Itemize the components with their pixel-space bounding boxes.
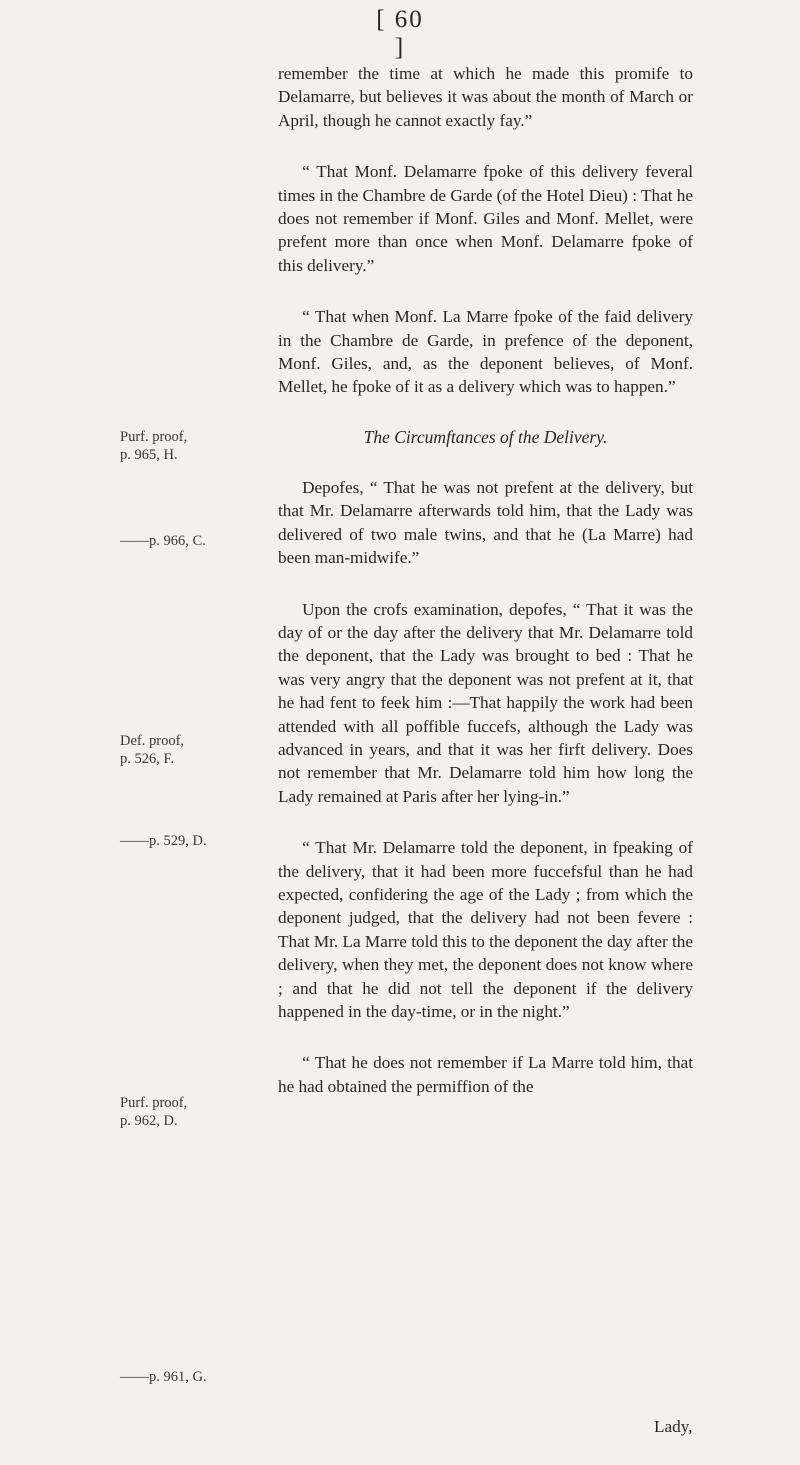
margin-note-line: Purf. proof, (120, 1095, 188, 1111)
page-number: [ 60 ] (376, 6, 424, 61)
body-text (278, 62, 693, 1126)
margin-note-line: ——p. 966, C. (120, 533, 206, 549)
paragraph: “ That when Monf. La Marre fpoke of the faid delivery in the Chambre de Garde, in prefence of the deponent, Monf. Giles, and, as the deponent believes, of Monf. Mellet, he fpoke of it as a delivery which was to happen.” (278, 307, 693, 397)
catchword: Lady, (654, 1417, 693, 1436)
paragraph: “ That Mr. Delamarre told the deponent, in fpeaking of the delivery, that it had been more fuccefsful than he had expected, confidering the age of the Lady ; from which the deponent judged, that the delivery had not been fevere : That Mr. La Marre told this to the deponent the day after the delivery, when they met, the deponent does not know where ; and that he did not tell the deponent if the delivery happened in the day-time, or in the night.” (278, 838, 693, 1021)
margin-note-2 (120, 532, 270, 550)
margin-note-line: Purf. proof, (120, 429, 188, 445)
paragraph: Depofes, “ That he was not prefent at the delivery, but that Mr. Delamarre afterwards told him, that the Lady was delivered of two male twins, and that he (La Marre) had been man-midwife.” (278, 477, 693, 568)
margin-note-6 (120, 1368, 270, 1386)
section-heading: The Circumftances of the Delivery. (363, 426, 608, 447)
margin-note-line: ——p. 961, G. (120, 1369, 207, 1385)
margin-note-line: p. 965, H. (120, 447, 178, 463)
margin-note-line: ——p. 529, D. (120, 833, 207, 849)
margin-note-line: p. 962, D. (120, 1113, 178, 1129)
paragraph: “ That Monf. Delamarre fpoke of this delivery feveral times in the Chambre de Garde (of the Hotel Dieu) : That he does not remember if Monf. Giles and Monf. Mellet, were prefent more than once when Monf. Delamarre fpoke of this delivery.” (278, 162, 693, 275)
paragraph: “ That he does not remember if La Marre told him, that he had obtained the permiffion of the (278, 1053, 693, 1096)
margin-note-1 (120, 428, 270, 464)
paragraph: remember the time at which he made this promife to Delamarre, but believes it was about the month of March or April, though he cannot exactly fay.” (278, 64, 693, 130)
margin-note-line: Def. proof, (120, 733, 185, 749)
margin-note-5 (120, 1094, 270, 1130)
margin-note-line: p. 526, F. (120, 751, 175, 767)
paragraph: Upon the crofs examination, depofes, “ That it was the day of or the day after the delivery that Mr. Delamarre told the deponent, that the Lady was brought to bed : That he was very angry that the deponent was not prefent at it, that he had fent to feek him :—That happily the work had been attended with all poffible fuccefs, although the Lady was advanced in years, and that it was her firft delivery. Does not remember that Mr. Delamarre told him how long the Lady remained at Paris after her lying-in.” (278, 599, 693, 806)
margin-note-3 (120, 732, 270, 768)
margin-note-4 (120, 832, 270, 850)
